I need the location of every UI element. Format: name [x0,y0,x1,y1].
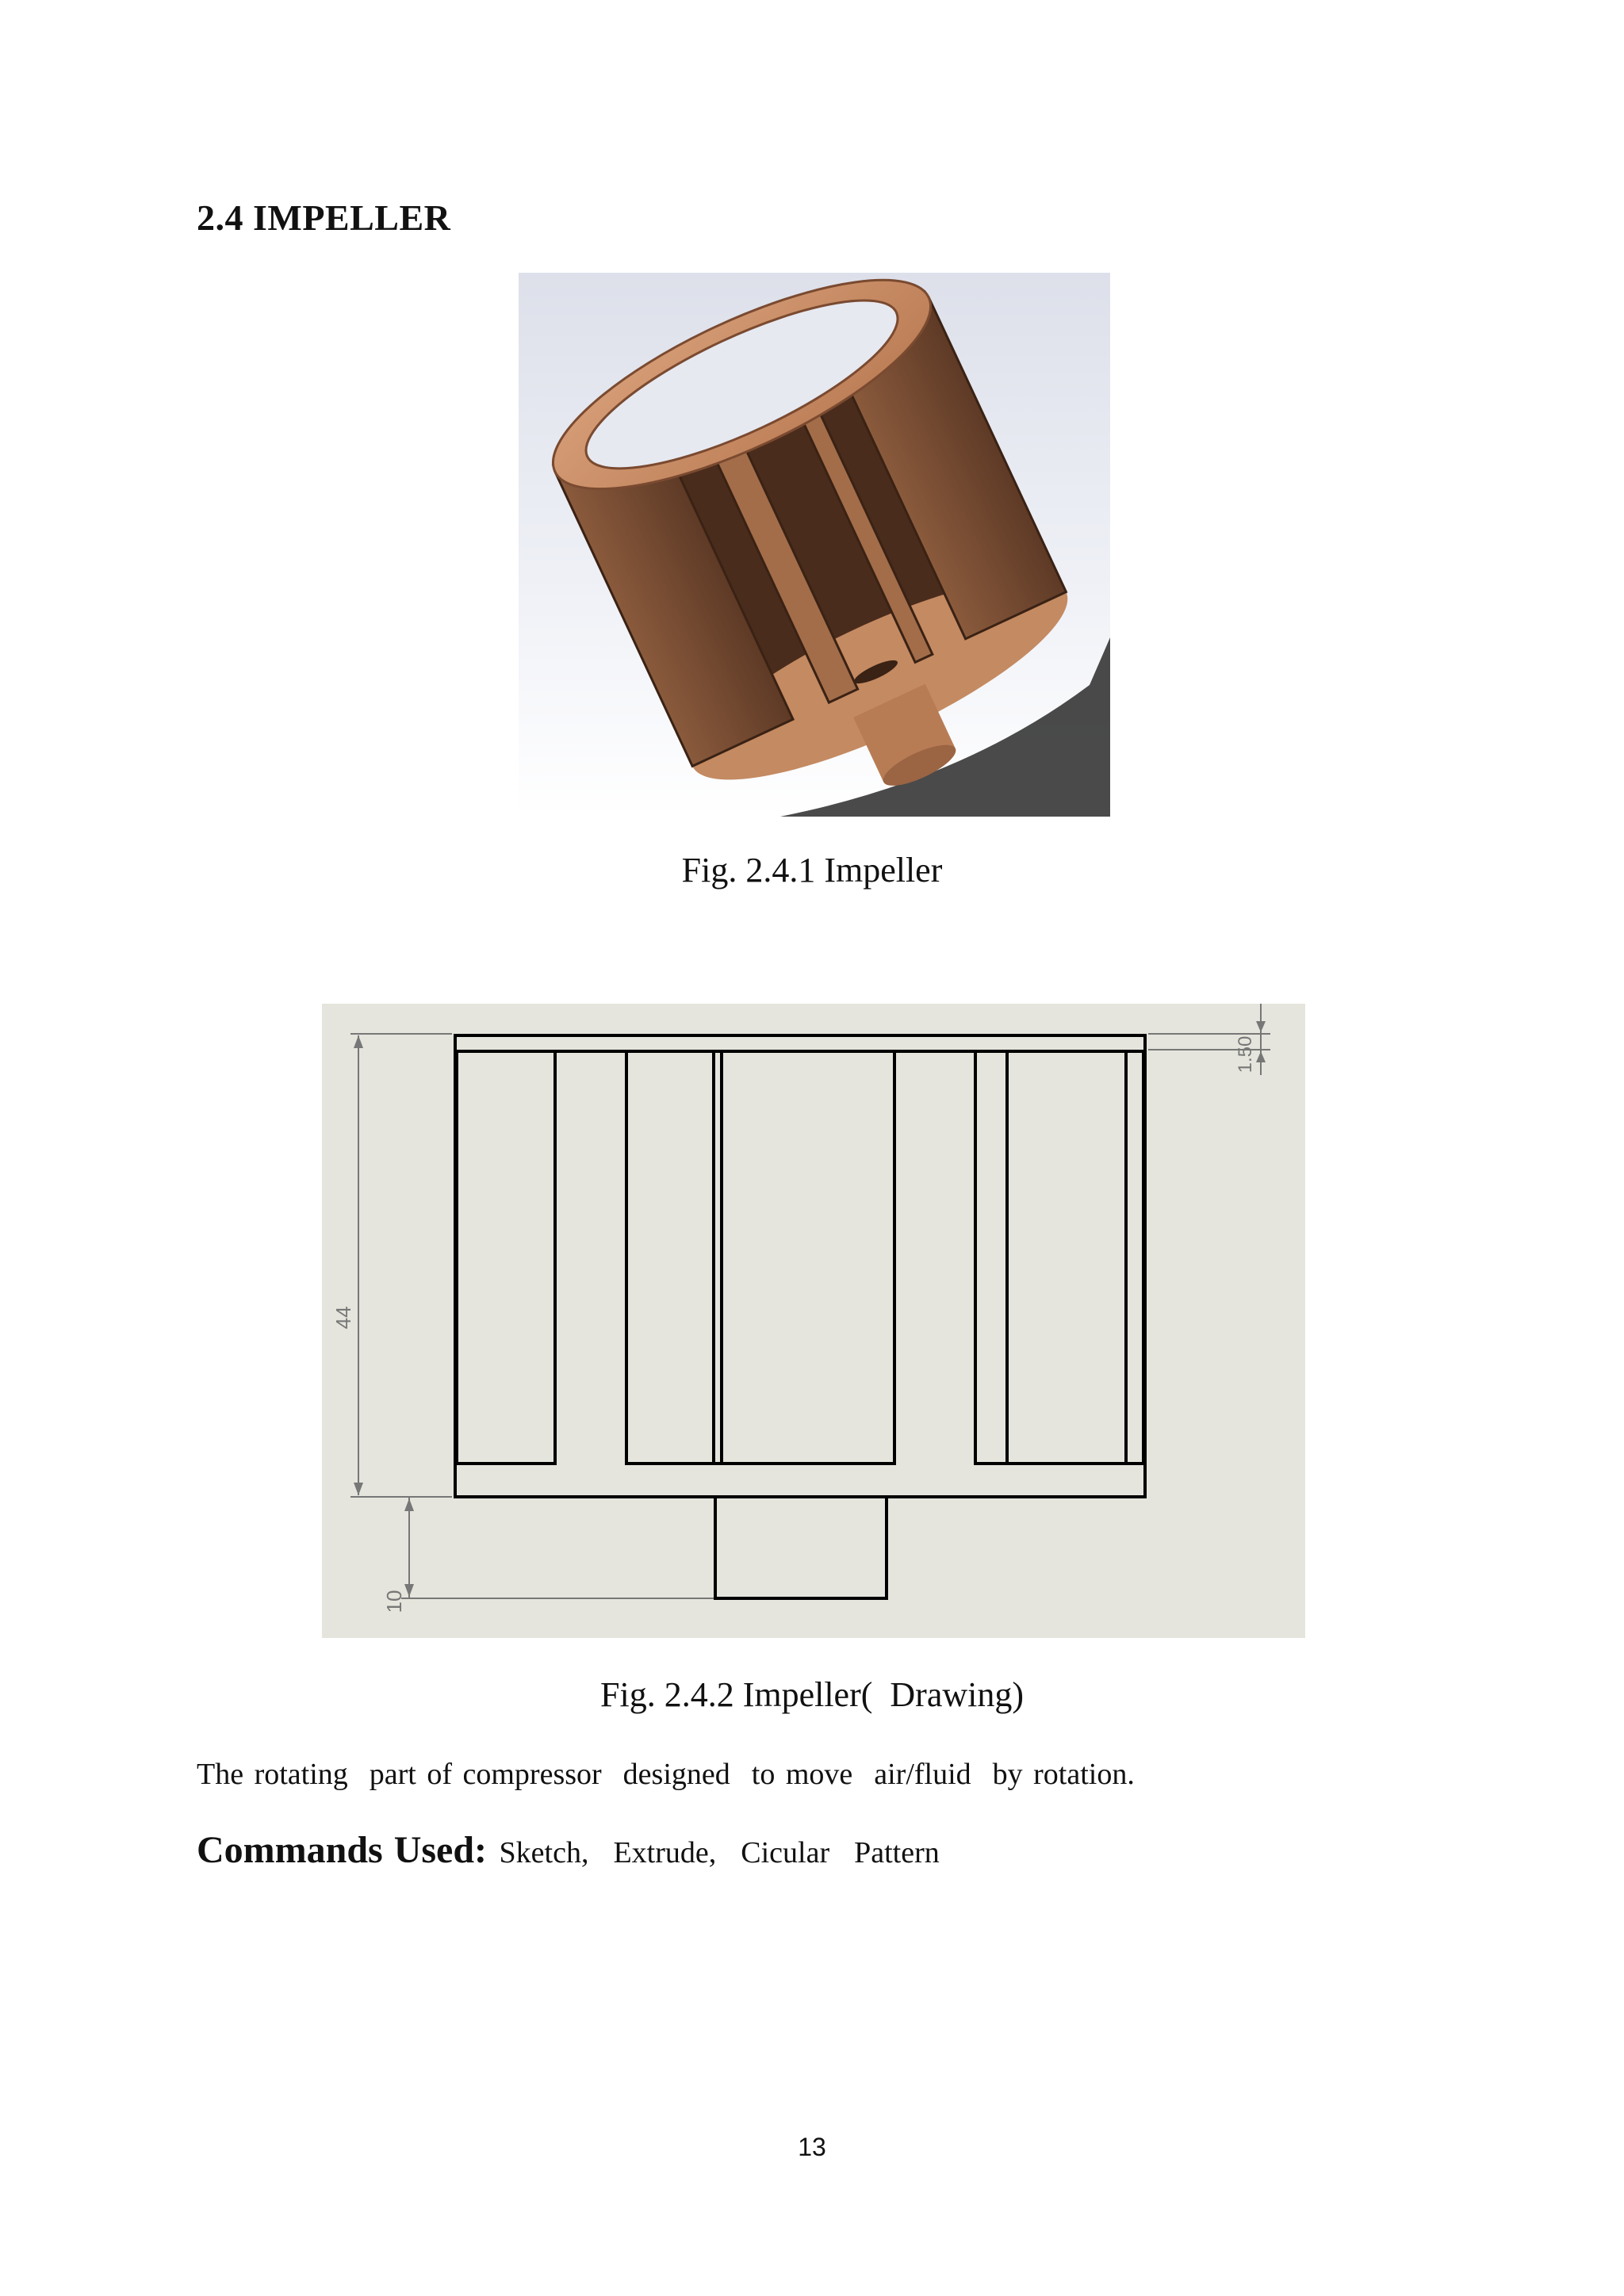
impeller-3d-render [519,273,1110,817]
rim-dimension-label: 1.50 [1235,1035,1256,1073]
shaft-outline [715,1497,887,1598]
section-heading: 2.4 IMPELLER [197,197,451,238]
impeller-3d-illustration [519,273,1110,817]
impeller-body-outline [455,1035,1145,1497]
commands-line [197,1828,940,1872]
commands-value: Sketch, Extrude, Cicular Pattern [499,1836,940,1869]
figure-2-caption: Fig. 2.4.2 Impeller( Drawing) [600,1675,1024,1714]
description-paragraph: The rotating part of compressor designed to move air/fluid by rotation. [197,1758,1135,1791]
shaft-dimension-label: 10 [382,1590,406,1613]
commands-label: Commands Used: [197,1829,488,1871]
figure-1-caption: Fig. 2.4.1 Impeller [681,851,943,890]
impeller-drawing [322,1004,1305,1638]
height-dimension-label: 44 [331,1306,355,1330]
page-number: 13 [798,2133,826,2161]
impeller-drawing-svg [322,1004,1305,1638]
